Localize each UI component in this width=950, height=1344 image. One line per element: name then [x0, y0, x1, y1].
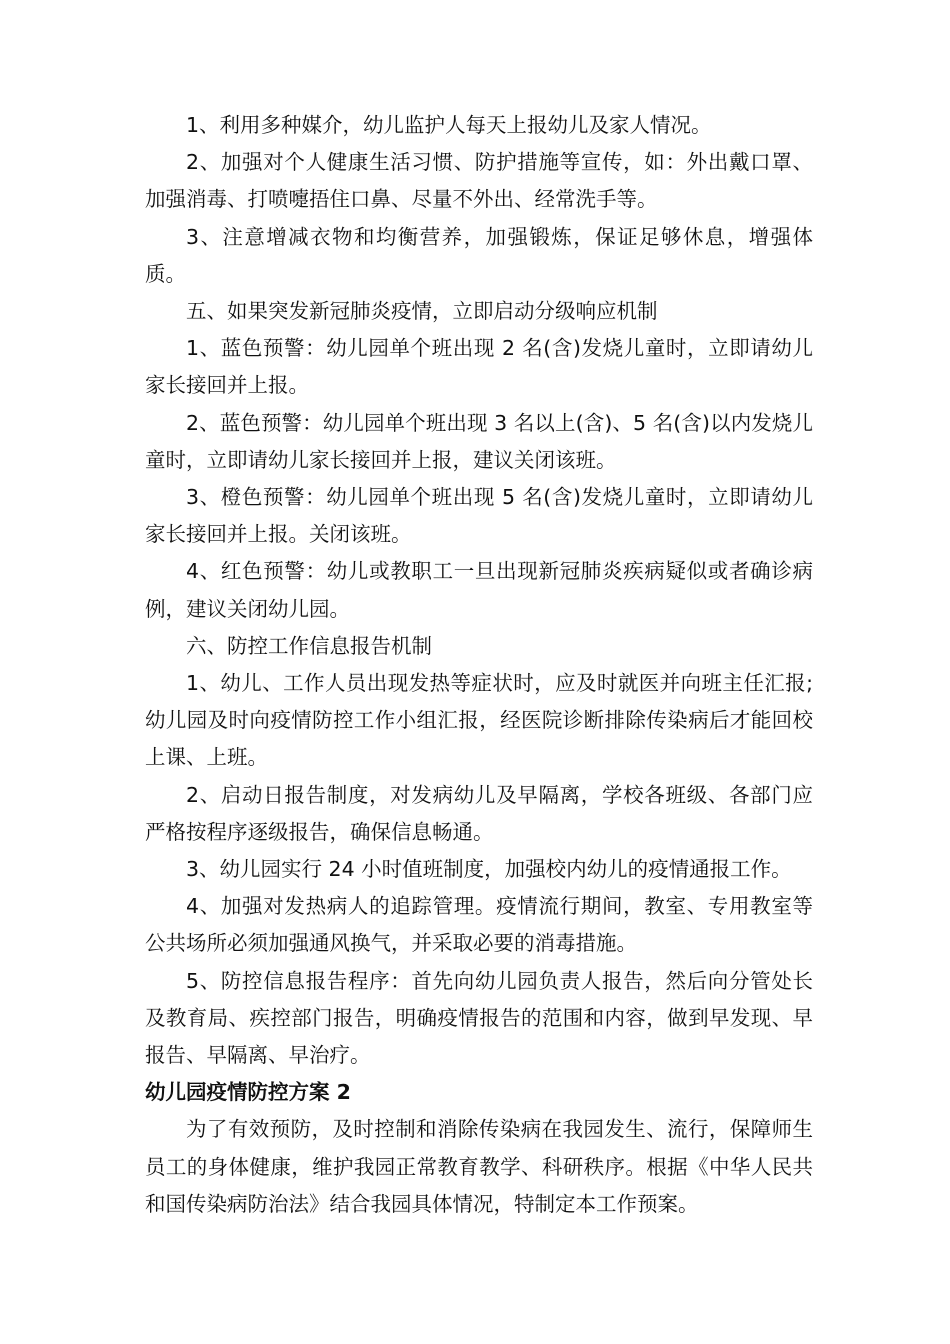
document-body	[145, 107, 813, 1223]
paragraph-symptom-report: 1、幼儿、工作人员出现发热等症状时，应及时就医并向班主任汇报;幼儿园及时向疫情防控工作小组汇报，经医院诊断排除传染病后才能回校上课、上班。	[145, 671, 813, 770]
paragraph-nutrition: 3、注意增减衣物和均衡营养，加强锻炼，保证足够休息，增强体质。	[145, 224, 813, 286]
paragraph-daily-report: 2、启动日报告制度，对发病幼儿及早隔离，学校各班级、各部门应严格按程序逐级报告，确保信息畅通。	[145, 782, 813, 844]
paragraph-intro: 为了有效预防，及时控制和消除传染病在我园发生、流行，保障师生员工的身体健康，维护我园正常教育教学、科研秩序。根据《中华人民共和国传染病防治法》结合我园具体情况，特制定本工作预案。	[145, 1117, 813, 1216]
paragraph-duty-system: 3、幼儿园实行 24 小时值班制度，加强校内幼儿的疫情通报工作。	[186, 857, 792, 882]
paragraph-blue-alert-2: 2、蓝色预警：幼儿园单个班出现 3 名以上(含)、5 名(含)以内发烧儿童时，立即请幼儿家长接回并上报，建议关闭该班。	[145, 410, 813, 472]
paragraph-fever-tracking: 4、加强对发热病人的追踪管理。疫情流行期间，教室、专用教室等公共场所必须加强通风换气，并采取必要的消毒措施。	[145, 894, 813, 956]
section-title: 幼儿园疫情防控方案 2	[145, 1080, 351, 1105]
paragraph-health-habits: 2、加强对个人健康生活习惯、防护措施等宣传，如：外出戴口罩、加强消毒、打喷嚏捂住口鼻、尽量不外出、经常洗手等。	[145, 150, 813, 212]
paragraph-orange-alert: 3、橙色预警：幼儿园单个班出现 5 名(含)发烧儿童时，立即请幼儿家长接回并上报。关闭该班。	[145, 485, 813, 547]
paragraph-media-report: 1、利用多种媒介，幼儿监护人每天上报幼儿及家人情况。	[186, 113, 712, 137]
section-heading-response: 五、如果突发新冠肺炎疫情，立即启动分级响应机制	[186, 299, 658, 324]
section-heading-reporting: 六、防控工作信息报告机制	[186, 633, 432, 658]
paragraph-blue-alert-1: 1、蓝色预警：幼儿园单个班出现 2 名(含)发烧儿童时，立即请幼儿家长接回并上报。	[145, 336, 813, 398]
paragraph-report-procedure: 5、防控信息报告程序：首先向幼儿园负责人报告，然后向分管处长及教育局、疾控部门报告，明确疫情报告的范围和内容，做到早发现、早报告、早隔离、早治疗。	[145, 968, 813, 1068]
paragraph-red-alert: 4、红色预警：幼儿或教职工一旦出现新冠肺炎疾病疑似或者确诊病例，建议关闭幼儿园。	[145, 559, 813, 621]
